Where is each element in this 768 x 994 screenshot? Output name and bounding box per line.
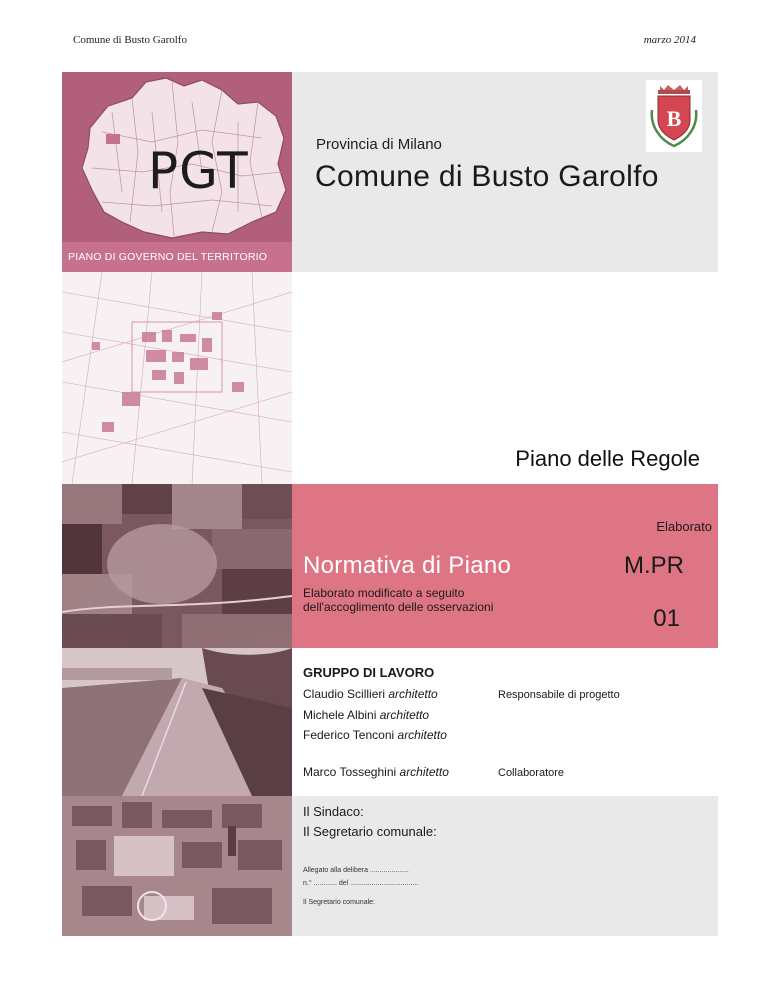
canal-photo-icon (62, 648, 292, 796)
town-aerial-photo (62, 796, 292, 936)
member-title: architetto (399, 765, 449, 779)
document-number: 01 (653, 605, 680, 632)
elaborato-label: Elaborato (656, 519, 712, 534)
team-member (303, 708, 429, 722)
member-title: architetto (388, 687, 438, 701)
member-name: Federico Tenconi (303, 728, 395, 742)
document-title: Normativa di Piano (303, 552, 512, 579)
allegato-line: Allegato alla delibera .................... (303, 867, 409, 874)
town-aerial-icon (62, 796, 292, 936)
pgt-band: PIANO DI GOVERNO DEL TERRITORIO (62, 242, 292, 272)
provincia-label: Provincia di Milano (316, 136, 442, 153)
pgt-logo (62, 72, 292, 242)
aerial-photo-icon (62, 484, 292, 648)
member-name: Marco Tosseghini (303, 765, 397, 779)
segretario-small-label: Il Segretario comunale: (303, 899, 375, 906)
sindaco-label: Il Sindaco: (303, 804, 364, 819)
member-title: architetto (379, 708, 430, 722)
running-header-date: marzo 2014 (643, 34, 696, 46)
section-title: Piano delle Regole (515, 446, 700, 471)
delibera-number-line: n.° ............ del ................................... (303, 880, 419, 887)
municipal-crest (646, 80, 702, 152)
pgt-logo-text: PGT (148, 142, 249, 200)
coat-of-arms-icon (646, 80, 702, 152)
document-subtitle-line-1: Elaborato modificato a seguito (303, 586, 465, 600)
town-plan-image (62, 272, 292, 484)
running-header-left: Comune di Busto Garolfo (73, 34, 187, 46)
team-member (303, 765, 449, 779)
canal-photo (62, 648, 292, 796)
document-subtitle-line-2: dell'accoglimento delle osservazioni (303, 600, 494, 614)
aerial-photo (62, 484, 292, 648)
document-code: M.PR (624, 552, 684, 579)
member-name: Claudio Scillieri (303, 687, 386, 701)
member-title: architetto (397, 728, 447, 742)
member-role: Responsabile di progetto (498, 689, 620, 701)
member-role: Collaboratore (498, 767, 565, 779)
town-plan-icon (62, 272, 292, 484)
team-heading: GRUPPO DI LAVORO (303, 665, 435, 680)
comune-title: Comune di Busto Garolfo (315, 160, 659, 193)
segretario-label: Il Segretario comunale: (303, 824, 437, 839)
team-member (303, 687, 438, 701)
crest-letter: B (666, 106, 682, 131)
member-name: Michele Albini (303, 708, 377, 722)
team-member (303, 728, 447, 742)
